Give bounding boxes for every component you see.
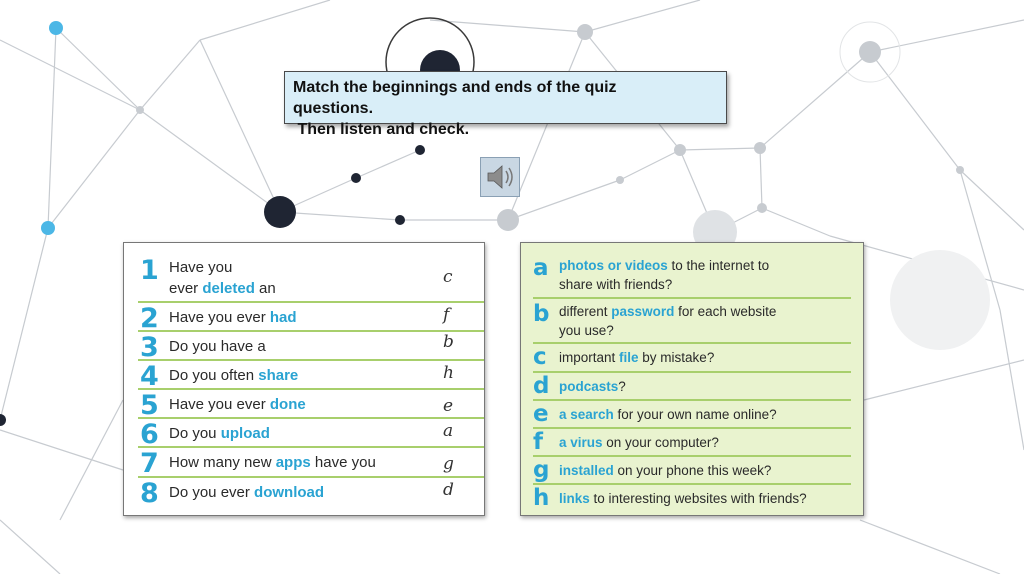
question-text: Have you ever deleted an — [169, 259, 276, 297]
ending-letter: b — [533, 301, 550, 327]
ending-text: important file by mistake? — [559, 350, 715, 365]
ending-letter: c — [533, 344, 547, 370]
ending-letter: h — [533, 485, 550, 511]
instruction-line-2: questions. — [293, 100, 374, 117]
question-row-8 — [138, 478, 484, 508]
ending-text: podcasts? — [559, 379, 626, 394]
ending-text: photos or videos to the internet to share with friends? — [559, 258, 770, 292]
question-text: Do you often share — [169, 367, 299, 384]
ending-text: links to interesting websites with friends? — [559, 491, 807, 506]
question-row-4 — [138, 361, 484, 390]
answer-letter: c — [443, 267, 453, 287]
question-text: Do you ever download — [169, 484, 325, 501]
ending-text: a search for your own name online? — [559, 407, 777, 422]
question-number: 2 — [140, 303, 159, 334]
ending-row-e — [533, 401, 851, 429]
ending-row-f — [533, 429, 851, 457]
question-row-5 — [138, 390, 484, 419]
ending-text: installed on your phone this week? — [559, 463, 772, 478]
question-number: 4 — [140, 361, 159, 392]
ending-row-b — [533, 299, 851, 344]
question-row-7 — [138, 448, 484, 478]
question-text: Have you ever done — [169, 396, 306, 413]
instruction-line-3: Then listen and check. — [293, 121, 470, 138]
question-number: 3 — [140, 332, 159, 363]
ending-text: a virus on your computer? — [559, 435, 719, 450]
ending-row-g — [533, 457, 851, 485]
question-row-1 — [138, 251, 484, 303]
question-number: 6 — [140, 419, 159, 450]
answer-letter: e — [443, 396, 454, 416]
answer-letter: f — [443, 305, 450, 325]
question-row-6 — [138, 419, 484, 448]
ending-letter: d — [533, 373, 550, 399]
answer-letter: b — [443, 332, 454, 352]
question-number: 8 — [140, 478, 159, 509]
answer-letter: h — [443, 363, 454, 383]
ending-row-c — [533, 344, 851, 373]
ending-text: different password for each website you use? — [559, 304, 777, 338]
ending-row-a — [533, 253, 851, 299]
question-text: How many new apps have you — [169, 454, 376, 471]
ending-letter: g — [533, 457, 550, 483]
instruction-box — [284, 71, 727, 138]
question-number: 7 — [140, 448, 159, 479]
question-text: Have you ever had — [169, 309, 297, 326]
answer-letter: d — [443, 480, 454, 500]
answer-letter: a — [443, 421, 454, 441]
ending-letter: a — [533, 255, 549, 281]
ending-letter: e — [533, 401, 549, 427]
question-row-3 — [138, 332, 484, 361]
question-number: 1 — [140, 255, 159, 286]
speaker-icon[interactable] — [480, 157, 520, 197]
instruction-line-1: Match the beginnings and ends of the quiz — [293, 79, 617, 96]
question-text: Do you have a — [169, 338, 266, 355]
answer-letter: g — [443, 454, 454, 474]
question-row-2 — [138, 303, 484, 332]
ending-row-h — [533, 485, 861, 513]
question-beginnings-panel — [123, 242, 485, 516]
ending-letter: f — [533, 429, 544, 455]
ending-row-d — [533, 373, 851, 401]
question-number: 5 — [140, 390, 159, 421]
question-endings-panel — [520, 242, 864, 516]
question-text: Do you upload — [169, 425, 270, 442]
